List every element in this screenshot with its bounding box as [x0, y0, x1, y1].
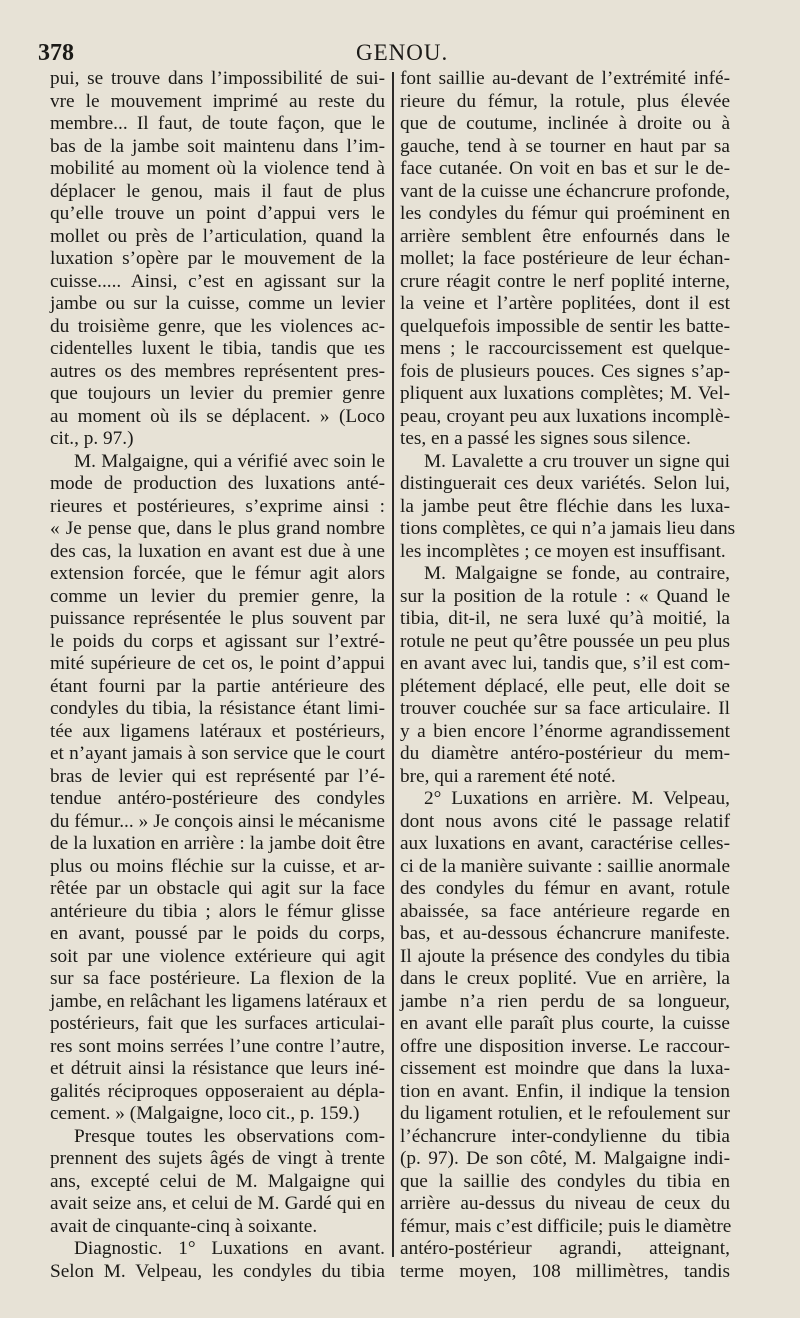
text-line: du diamètre antéro-postérieur du mem-: [400, 743, 730, 764]
text-line: au moment où ils se déplacent. » (Loco: [50, 405, 385, 427]
text-line: les incomplètes ; ce moyen est insuffisant.: [400, 540, 726, 562]
text-line: du ligament rotulien, et le refoulement sur: [400, 1103, 730, 1124]
text-line: bras de levier qui est représenté par l’é-: [50, 765, 385, 787]
right-column: [400, 68, 736, 1283]
text-line: du fémur... » Je conçois ainsi le mécanisme: [50, 810, 385, 832]
text-line: des condyles du fémur en avant, rotule: [400, 878, 730, 899]
text-line: soit par une violence extérieure qui agit: [50, 945, 385, 967]
text-line: tibia, dit-il, ne sera luxé qu’à moitié, la: [400, 608, 730, 629]
text-line: que de coutume, inclinée à droite ou à: [400, 113, 730, 134]
text-line: rieures et postérieures, s’exprime ainsi :: [50, 495, 385, 517]
text-line: arrière semblent être enfournés dans le: [400, 225, 730, 247]
text-line: y a bien encore l’énorme agrandissement: [400, 720, 730, 742]
text-line: que la saillie des condyles du tibia en: [400, 1170, 730, 1192]
text-line: ci de la manière suivante : saillie anormale: [400, 855, 730, 877]
text-line: tion en avant. Enfin, il indique la tension: [400, 1080, 730, 1102]
text-line: trouver couchée sur sa face articulaire. Il: [400, 698, 730, 719]
text-line: rotule ne peut qu’être poussée un peu plus: [400, 630, 730, 652]
page-header: [38, 40, 780, 70]
text-line: arrière au-dessus du niveau de ceux du: [400, 1193, 730, 1214]
text-line: étant fourni par la partie antérieure des: [50, 675, 385, 697]
text-line: puissance représentée le plus souvent par: [50, 608, 385, 629]
text-line: face cutanée. On voit en bas et sur le de-: [400, 158, 730, 179]
running-title: GENOU.: [356, 40, 449, 65]
text-line: (p. 97). De son côté, M. Malgaigne indi-: [400, 1148, 730, 1169]
text-line: galités réciproques opposeraient au dépla-: [50, 1080, 385, 1102]
column-divider: [392, 72, 394, 1257]
text-line: mité supérieure de cet os, le point d’appui: [50, 653, 385, 674]
text-line: membre... Il faut, de toute façon, que le: [50, 113, 385, 134]
text-line: bas, et au-dessous échancrure manifeste.: [400, 923, 730, 944]
text-line: mollet ou près de l’articulation, quand la: [50, 225, 385, 247]
text-line: cidentelles luxent le tibia, tandis que ιes: [50, 338, 385, 359]
text-line: en avant elle paraît plus courte, la cuisse: [400, 1013, 730, 1034]
text-line: autres os des membres représentent pres-: [50, 360, 385, 382]
text-line: avait seize ans, et celui de M. Gardé qui en: [50, 1193, 385, 1214]
text-line: sur sa face postérieure. La flexion de la: [50, 968, 385, 989]
text-line: rieure du fémur, la rotule, plus élevée: [400, 90, 730, 112]
text-line: mobilité au moment où la violence tend à: [50, 158, 385, 179]
text-line: dont nous avons cité le passage relatif: [400, 810, 730, 832]
text-line: ans, excepté celui de M. Malgaigne qui: [50, 1170, 385, 1192]
text-line: terme moyen, 108 millimètres, tandis: [400, 1260, 730, 1282]
text-line: vant de la cuisse une échancrure profonde,: [400, 180, 730, 202]
text-line: en avant avec lui, tandis que, s’il est com-: [400, 653, 730, 674]
text-line: le poids du corps et agissant sur l’extré-: [50, 630, 385, 652]
text-line: bas de la jambe soit maintenu dans l’im-: [50, 135, 385, 157]
text-line: extension forcée, que le fémur agit alors: [50, 563, 385, 584]
text-line: antéro-postérieur agrandi, atteignant,: [400, 1238, 730, 1259]
text-line: et n’ayant jamais à son service que le court: [50, 743, 385, 764]
text-line: condyles du tibia, la résistance étant limi-: [50, 698, 385, 719]
text-line: tendue antéro-postérieure des condyles: [50, 788, 385, 809]
page-number: 378: [38, 40, 74, 66]
text-line: jambe ou sur la cuisse, comme un levier: [50, 293, 385, 314]
text-line: tes, en a passé les signes sous silence.: [400, 428, 691, 449]
text-line: distinguerait ces deux variétés. Selon lui,: [400, 473, 730, 494]
text-line: jambe n’a rien perdu de sa longueur,: [400, 990, 730, 1012]
text-line: quelquefois impossible de sentir les batte-: [400, 315, 730, 337]
text-line: vre le mouvement imprimé au reste du: [50, 90, 385, 112]
text-line: font saillie au-devant de l’extrémité infé-: [400, 68, 730, 89]
text-line: rêtée par un obstacle qui agit sur la face: [50, 878, 385, 899]
text-line: avait de cinquante-cinq à soixante.: [50, 1215, 318, 1237]
text-line: tée aux ligamens latéraux et postérieurs,: [50, 720, 385, 742]
text-line: 2° Luxations en arrière. M. Velpeau,: [424, 788, 730, 809]
text-line: mens ; le raccourcissement est quelque-: [400, 338, 730, 359]
text-line: mode de production des luxations anté-: [50, 473, 385, 494]
text-line: tions complètes, ce qui n’a jamais lieu dans: [400, 518, 736, 539]
text-line: des cas, la luxation en avant est due à une: [50, 540, 385, 562]
text-line: Il ajoute la présence des condyles du tibia: [400, 945, 730, 967]
text-line: les condyles du fémur qui proéminent en: [400, 203, 730, 224]
text-line: abaissée, sa face antérieure regarde en: [400, 900, 730, 922]
text-line: M. Lavalette a cru trouver un signe qui: [424, 450, 730, 472]
text-line: dans le creux poplité. Vue en arrière, la: [400, 968, 730, 989]
text-line: Diagnostic. 1° Luxations en avant.: [74, 1238, 385, 1259]
text-line: mollet; la face postérieure de leur échan-: [400, 248, 730, 269]
text-line: de la luxation en arrière : la jambe doit être: [50, 833, 385, 854]
text-line: pui, se trouve dans l’impossibilité de sui-: [50, 68, 385, 89]
text-line: peau, croyant peu aux luxations incomplè-: [400, 405, 730, 427]
text-line: fémur, mais c’est difficile; puis le diamètre: [400, 1215, 732, 1237]
text-line: cement. » (Malgaigne, loco cit., p. 159.): [50, 1103, 360, 1124]
text-line: gauche, tend à se tourner en haut par sa: [400, 135, 730, 157]
text-line: plus ou moins fléchie sur la cuisse, et ar-: [50, 855, 385, 877]
text-line: cit., p. 97.): [50, 428, 134, 449]
text-line: sur la position de la rotule : « Quand le: [400, 585, 730, 607]
text-line: bre, qui a rarement été noté.: [400, 765, 616, 787]
text-line: Selon M. Velpeau, les condyles du tibia: [50, 1260, 385, 1282]
text-line: fois de plusieurs pouces. Ces signes s’ap-: [400, 360, 730, 382]
text-line: que toujours un levier du premier genre: [50, 383, 385, 404]
text-line: la jambe peut être fléchie dans les luxa-: [400, 495, 730, 517]
text-line: M. Malgaigne, qui a vérifié avec soin le: [74, 450, 385, 472]
text-line: « Je pense que, dans le plus grand nombre: [50, 518, 385, 539]
text-line: luxation s’opère par le mouvement de la: [50, 248, 385, 269]
text-line: jambe, en relâchant les ligamens latéraux et: [50, 990, 387, 1012]
text-line: res sont moins serrées l’une contre l’autre,: [50, 1035, 385, 1057]
text-line: aux luxations en avant, caractérise celles-: [400, 833, 730, 854]
text-line: pliquent aux luxations complètes; M. Vel-: [400, 383, 730, 404]
text-line: cuisse..... Ainsi, c’est en agissant sur la: [50, 270, 385, 292]
text-line: la veine et l’artère poplitées, dont il est: [400, 293, 730, 314]
text-line: l’échancrure inter-condylienne du tibia: [400, 1125, 730, 1147]
text-line: Presque toutes les observations com-: [74, 1125, 385, 1147]
text-line: prennent des sujets âgés de vingt à trente: [50, 1148, 385, 1169]
text-line: en avant, poussé par le poids du corps,: [50, 923, 385, 944]
text-line: du troisième genre, que les violences ac-: [50, 315, 385, 337]
text-line: postérieurs, fait que les surfaces articulai-: [50, 1013, 385, 1034]
text-line: et détruit ainsi la résistance que leurs iné-: [50, 1058, 385, 1079]
text-line: crure réagit contre le nerf poplité interne,: [400, 270, 730, 292]
text-line: déplacer le genou, mais il faut de plus: [50, 180, 385, 202]
text-line: offre une disposition inverse. Le raccour-: [400, 1035, 730, 1057]
text-line: cissement est moindre que dans la luxa-: [400, 1058, 730, 1079]
text-line: M. Malgaigne se fonde, au contraire,: [424, 563, 730, 584]
text-line: qu’elle trouve un point d’appui vers le: [50, 203, 385, 224]
text-line: antérieure du tibia ; alors le fémur glisse: [50, 900, 385, 922]
text-line: comme un levier du premier genre, la: [50, 585, 385, 607]
left-column: [50, 68, 385, 1283]
text-line: plétement déplacé, elle peut, elle doit se: [400, 675, 730, 697]
